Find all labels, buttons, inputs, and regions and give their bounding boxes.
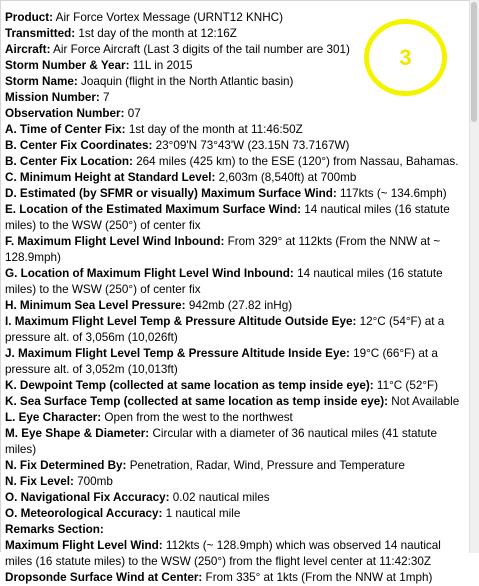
- field-value: Air Force Aircraft (Last 3 digits of the tail number are 301): [50, 43, 350, 56]
- message-line: [5, 234, 467, 266]
- field-value: 7: [99, 91, 110, 104]
- message-line: [5, 122, 467, 138]
- field-label: Product:: [5, 11, 54, 24]
- field-value: Open from the west to the northwest: [101, 411, 293, 424]
- message-line: [5, 170, 467, 186]
- message-line: [5, 490, 467, 506]
- field-value: 14 nautical miles (16 statute miles) to the WSW (250°) of center fix: [5, 267, 443, 296]
- field-label: H. Minimum Sea Level Pressure:: [5, 299, 186, 312]
- message-line: [5, 458, 467, 474]
- field-label: C. Minimum Height at Standard Level:: [5, 171, 216, 184]
- field-label: J. Maximum Flight Level Temp & Pressure Altitude Inside Eye:: [5, 347, 350, 360]
- field-label: Observation Number:: [5, 107, 125, 120]
- field-value: Air Force Vortex Message (URNT12 KNHC): [53, 11, 283, 24]
- message-line: [5, 314, 467, 346]
- scrollbar-thumb[interactable]: [471, 2, 477, 122]
- field-label: Transmitted:: [5, 27, 76, 40]
- field-label: O. Navigational Fix Accuracy:: [5, 491, 170, 504]
- field-label: A. Time of Center Fix:: [5, 123, 126, 136]
- message-line: [5, 346, 467, 378]
- field-value: 112kts (~ 128.9mph) which was observed 14 nautical miles (16 statute miles) to the WSW (250°) from the flight level center at 11:42:30Z: [5, 539, 441, 568]
- message-line: [5, 506, 467, 522]
- field-label: K. Dewpoint Temp (collected at same location as temp inside eye):: [5, 379, 374, 392]
- message-line: [5, 298, 467, 314]
- field-value: 1st day of the month at 11:46:50Z: [125, 123, 303, 136]
- field-value: 700mb: [73, 475, 113, 488]
- field-value: 07: [124, 107, 141, 120]
- field-label: L. Eye Character:: [5, 411, 102, 424]
- field-label: Maximum Flight Level Wind:: [5, 539, 163, 552]
- field-label: Mission Number:: [5, 91, 100, 104]
- field-label: K. Sea Surface Temp (collected at same location as temp inside eye):: [5, 395, 389, 408]
- field-value: 2,603m (8,540ft) at 700mb: [215, 171, 357, 184]
- field-label: N. Fix Determined By:: [5, 459, 127, 472]
- field-label: O. Meteorological Accuracy:: [5, 507, 163, 520]
- field-value: 14 nautical miles (16 statute miles) to the WSW (250°) of center fix: [5, 203, 450, 232]
- field-label: Storm Number & Year:: [5, 59, 130, 72]
- field-value: 11°C (52°F): [373, 379, 439, 392]
- field-value: 23°09'N 73°43'W (23.15N 73.7167W): [152, 139, 350, 152]
- message-line: [5, 154, 467, 170]
- field-value: From 335° at 1kts (From the NNW at 1mph): [202, 571, 433, 584]
- message-line: [5, 106, 467, 122]
- field-label: N. Fix Level:: [5, 475, 74, 488]
- field-value: 117kts (~ 134.6mph): [336, 187, 447, 200]
- field-value: 0.02 nautical miles: [169, 491, 270, 504]
- message-line: [5, 538, 467, 570]
- field-label: G. Location of Maximum Flight Level Wind Inbound:: [5, 267, 294, 280]
- field-value: Not Available: [388, 395, 460, 408]
- message-line: [5, 570, 467, 586]
- field-value: Circular with a diameter of 36 nautical miles (41 statute miles): [5, 427, 437, 456]
- field-label: Remarks Section:: [5, 523, 104, 536]
- field-label: E. Location of the Estimated Maximum Surface Wind:: [5, 203, 302, 216]
- message-line: [5, 266, 467, 298]
- field-label: B. Center Fix Coordinates:: [5, 139, 153, 152]
- field-label: B. Center Fix Location:: [5, 155, 133, 168]
- field-label: I. Maximum Flight Level Temp & Pressure Altitude Outside Eye:: [5, 315, 357, 328]
- field-value: 1st day of the month at 12:16Z: [75, 27, 237, 40]
- field-value: 12°C (54°F) at a pressure alt. of 3,056m (10,026ft): [5, 315, 445, 344]
- field-label: M. Eye Shape & Diameter:: [5, 427, 150, 440]
- field-value: From 329° at 112kts (From the NNW at ~ 128.9mph): [5, 235, 441, 264]
- field-label: Dropsonde Surface Wind at Center:: [5, 571, 203, 584]
- field-value: 1 nautical mile: [162, 507, 241, 520]
- field-label: Aircraft:: [5, 43, 51, 56]
- annotation-number: 3: [399, 44, 412, 70]
- field-value: 19°C (66°F) at a pressure alt. of 3,052m (10,013ft): [5, 347, 438, 376]
- field-value: Penetration, Radar, Wind, Pressure and Temperature: [126, 459, 405, 472]
- message-line: [5, 378, 467, 394]
- message-line: [5, 426, 467, 458]
- message-line: [5, 138, 467, 154]
- message-line: [5, 394, 467, 410]
- annotation-circle-badge: [363, 18, 448, 97]
- message-line: [5, 186, 467, 202]
- field-label: D. Estimated (by SFMR or visually) Maximum Surface Wind:: [5, 187, 337, 200]
- vertical-scrollbar[interactable]: [469, 0, 479, 553]
- field-value: Joaquin (flight in the North Atlantic basin): [77, 75, 294, 88]
- field-value: 264 miles (425 km) to the ESE (120°) from Nassau, Bahamas.: [132, 155, 459, 168]
- message-line: [5, 522, 467, 538]
- message-line: [5, 202, 467, 234]
- message-line: [5, 410, 467, 426]
- message-line: [5, 474, 467, 490]
- field-label: Storm Name:: [5, 75, 78, 88]
- field-value: 11L in 2015: [129, 59, 193, 72]
- field-value: 942mb (27.82 inHg): [185, 299, 293, 312]
- field-label: F. Maximum Flight Level Wind Inbound:: [5, 235, 225, 248]
